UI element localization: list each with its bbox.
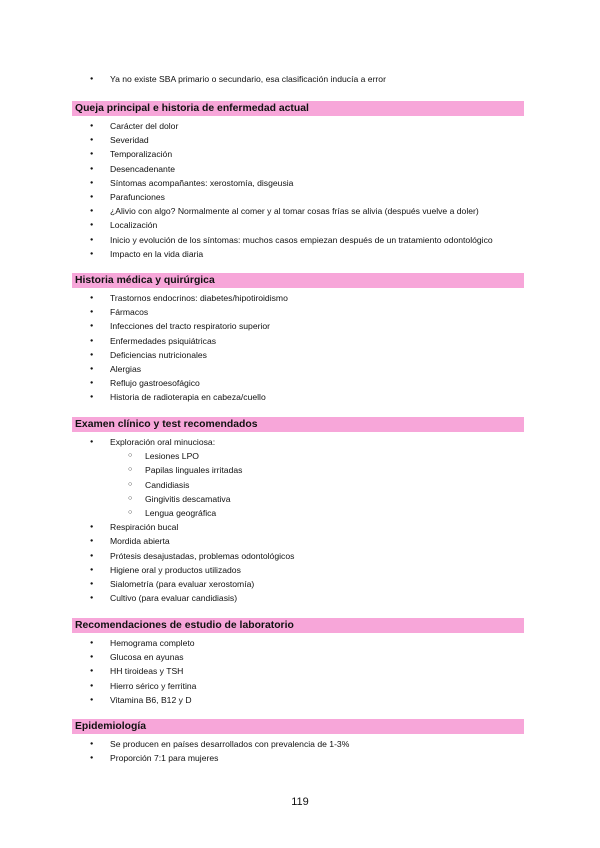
section-list — [0, 435, 600, 605]
list-item: ● Sialometría (para evaluar xerostomía) — [0, 577, 600, 591]
section-heading: Epidemiología — [72, 719, 524, 734]
section-heading: Historia médica y quirúrgica — [72, 273, 524, 288]
list-item: ● Hierro sérico y ferritina — [0, 679, 600, 693]
list-item: ● Carácter del dolor — [0, 119, 600, 133]
list-item: ● Vitamina B6, B12 y D — [0, 693, 600, 707]
list-item: ● Inicio y evolución de los síntomas: muchos casos empiezan después de un tratamiento odontológico — [0, 233, 600, 247]
list-item: ● Alergias — [0, 362, 600, 376]
list-item: ● ¿Alivio con algo? Normalmente al comer y al tomar cosas frías se alivia (después vuelve a doler) — [0, 204, 600, 218]
list-item: ● Deficiencias nutricionales — [0, 348, 600, 362]
list-item: ● Prótesis desajustadas, problemas odontológicos — [0, 549, 600, 563]
list-item: ● Hemograma completo — [0, 636, 600, 650]
section-list — [0, 119, 600, 261]
sub-list-item: ○ Papilas linguales irritadas — [0, 463, 600, 477]
list-item: ● Exploración oral minuciosa: — [0, 435, 600, 449]
list-item: ● Glucosa en ayunas — [0, 650, 600, 664]
intro-list — [0, 72, 600, 86]
section-examen-clinico — [0, 417, 600, 605]
list-item: ● Reflujo gastroesofágico — [0, 376, 600, 390]
list-item: ● Historia de radioterapia en cabeza/cuello — [0, 390, 600, 404]
list-item: ● Síntomas acompañantes: xerostomía, disgeusia — [0, 176, 600, 190]
section-epidemiologia — [0, 719, 600, 765]
section-historia-medica — [0, 273, 600, 405]
section-heading: Queja principal e historia de enfermedad actual — [72, 101, 524, 116]
list-item: ● Trastornos endocrinos: diabetes/hipotiroidismo — [0, 291, 600, 305]
list-item: ● Proporción 7:1 para mujeres — [0, 751, 600, 765]
list-item: ● Fármacos — [0, 305, 600, 319]
list-item: ● Desencadenante — [0, 162, 600, 176]
list-item: ● Temporalización — [0, 147, 600, 161]
sub-list-item: ○ Gingivitis descamativa — [0, 492, 600, 506]
list-item: ● Respiración bucal — [0, 520, 600, 534]
list-item: ● Parafunciones — [0, 190, 600, 204]
section-heading: Recomendaciones de estudio de laboratorio — [72, 618, 524, 633]
sub-list-item: ○ Lengua geográfica — [0, 506, 600, 520]
list-item: ● Higiene oral y productos utilizados — [0, 563, 600, 577]
section-list — [0, 291, 600, 405]
section-queja-principal — [0, 101, 600, 261]
page-number: 119 — [291, 796, 309, 808]
section-heading: Examen clínico y test recomendados — [72, 417, 524, 432]
section-list — [0, 737, 600, 765]
list-item: ● Infecciones del tracto respiratorio superior — [0, 319, 600, 333]
list-item: ● Ya no existe SBA primario o secundario, esa clasificación inducía a error — [0, 72, 600, 86]
section-laboratorio — [0, 618, 600, 707]
intro-block — [0, 72, 600, 86]
list-item: ● Severidad — [0, 133, 600, 147]
list-item: ● Cultivo (para evaluar candidiasis) — [0, 591, 600, 605]
sub-list-item: ○ Candidiasis — [0, 478, 600, 492]
list-item: ● Se producen en países desarrollados con prevalencia de 1-3% — [0, 737, 600, 751]
list-item: ● Localización — [0, 218, 600, 232]
list-item: ● Enfermedades psiquiátricas — [0, 334, 600, 348]
list-item: ● Impacto en la vida diaria — [0, 247, 600, 261]
list-item: ● HH tiroideas y TSH — [0, 664, 600, 678]
list-item: ● Mordida abierta — [0, 534, 600, 548]
section-list — [0, 636, 600, 707]
sub-list-item: ○ Lesiones LPO — [0, 449, 600, 463]
